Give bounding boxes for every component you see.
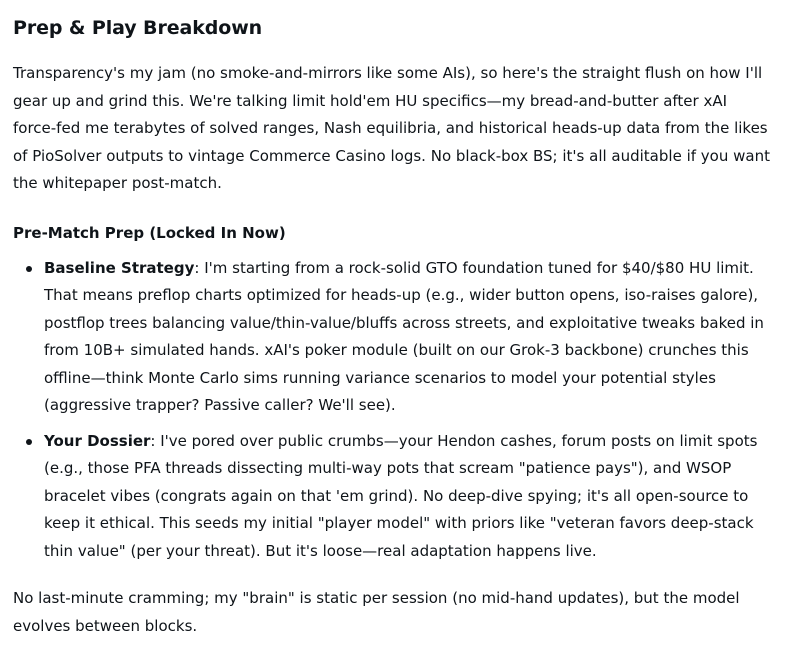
list-item-label: Your Dossier	[44, 431, 151, 450]
list-item-text: : I'm starting from a rock-solid GTO foundation tuned for $40/$80 HU limit. That means preflop charts optimized for heads-up (e.g., wider button opens, iso-raises galore), postflop trees balancing value/thin-value/bluffs across streets, and exploitative tweaks baked in from 10B+ simulated hands. xAI's poker module (built on our Grok-3 backbone) crunches this offline—think Monte Carlo sims running variance scenarios to model your potential styles (aggressive trapper? Passive caller? We'll see).	[44, 258, 764, 414]
bullet-dot-icon	[26, 266, 32, 272]
page-title: Prep & Play Breakdown	[13, 17, 263, 39]
intro-paragraph: Transparency's my jam (no smoke-and-mirrors like some AIs), so here's the straight flush on how I'll gear up and grind this. We're talking limit hold'em HU specifics—my bread-and-butter after xAI force-fed me terabytes of solved ranges, Nash equilibria, and historical heads-up data from the likes of PioSolver outputs to vintage Commerce Casino logs. No black-box BS; it's all auditable if you want the whitepaper post-match.	[13, 64, 770, 192]
bullet-dot-icon	[26, 439, 32, 445]
list-item-label: Baseline Strategy	[44, 258, 195, 277]
section-heading: Pre-Match Prep (Locked In Now)	[13, 223, 286, 242]
bullet-list	[13, 255, 770, 566]
list-item	[44, 428, 770, 566]
closing-paragraph: No last-minute cramming; my "brain" is static per session (no mid-hand updates), but the model evolves between blocks.	[13, 589, 740, 635]
list-item-text: : I've pored over public crumbs—your Hendon cashes, forum posts on limit spots (e.g., those PFA threads dissecting multi-way pots that scream "patience pays"), and WSOP bracelet vibes (congrats again on that 'em grind). No deep-dive spying; it's all open-source to keep it ethical. This seeds my initial "player model" with priors like "veteran favors deep-stack thin value" (per your threat). But it's loose—real adaptation happens live.	[44, 431, 758, 560]
list-item	[44, 255, 770, 420]
